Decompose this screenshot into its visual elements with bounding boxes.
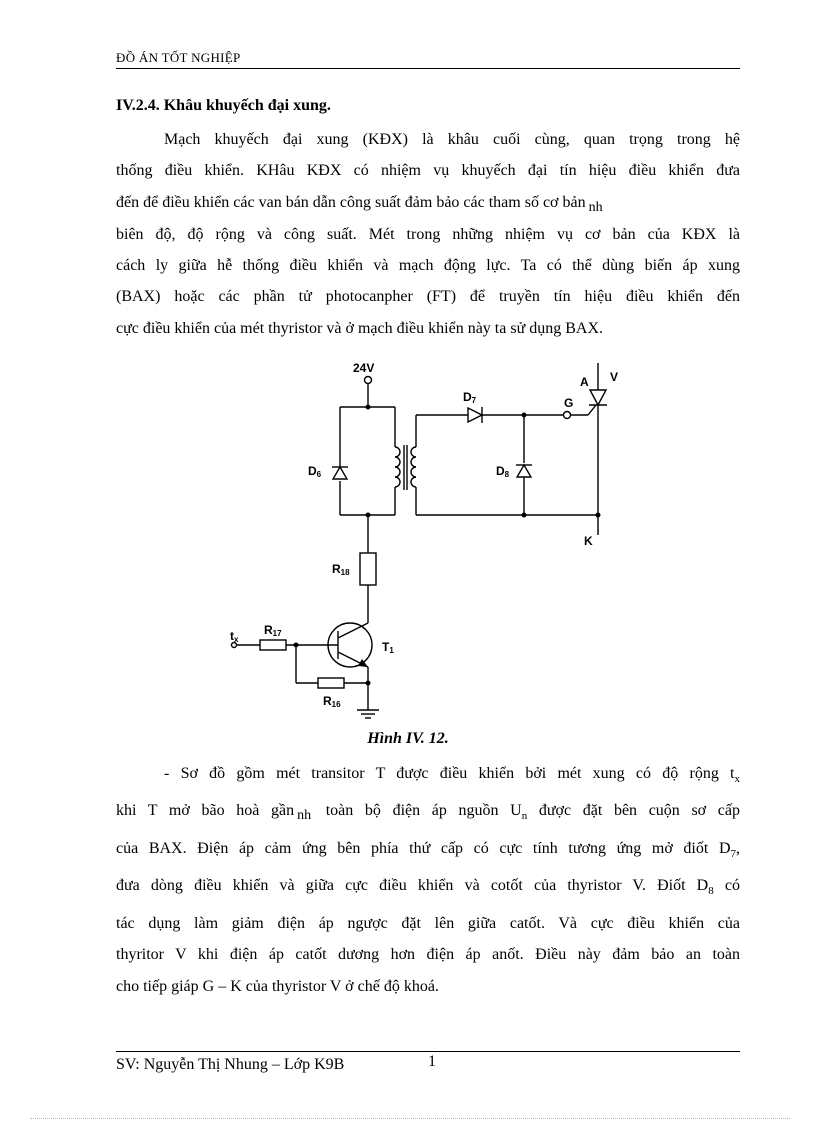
paragraph-line: cách ly giữa hễ thống điều khiển và mạch động lực. Ta có thể dùng biến áp xung: [116, 257, 740, 275]
line-text: - Sơ đồ gồm mét transitor T được điều khiển bởi mét xung có độ rộng t: [164, 765, 735, 782]
header-title: ĐỒ ÁN TỐT NGHIỆP: [116, 50, 241, 65]
paragraph-line: cực điều khiển của mét thyristor và ở mạch điều khiển này ta sử dụng BAX.: [116, 319, 604, 337]
label-t1: T1: [382, 640, 394, 655]
line-text: của BAX. Điện áp cảm ứng bên phía thứ cấp có cực tính tương ứng mở điốt D: [116, 839, 731, 857]
diode-d7: [468, 407, 482, 423]
secondary-winding: [411, 447, 416, 487]
label-anode: A: [580, 375, 589, 389]
primary-winding: [395, 447, 400, 487]
paragraph-line: cho tiếp giáp G – K của thyristor V ở chế độ khoá.: [116, 977, 439, 995]
nh-mark: nh: [297, 808, 312, 824]
paragraph-line: [116, 187, 740, 219]
paragraph-line: Mạch khuyếch đại xung (KĐX) là khâu cuối cùng, quan trọng trong hệ: [164, 131, 740, 148]
line-text: có: [713, 877, 740, 895]
paragraph-line: [116, 758, 740, 795]
footer-author: SV: Nguyễn Thị Nhung – Lớp K9B: [116, 1056, 345, 1073]
label-cathode: K: [584, 534, 593, 548]
line-text: toàn bộ điện áp nguồn U: [314, 802, 522, 820]
resistor-r16: [318, 678, 344, 688]
label-d6: D6: [308, 464, 322, 479]
page-number: 1: [428, 1053, 436, 1070]
line-text: đưa dòng điều khiển và giữa cực điều khiển và cotốt của thyristor V. Điốt D: [116, 877, 709, 895]
subscript: x: [734, 773, 740, 786]
paragraph-line: (BAX) hoặc các phần tử photocanpher (FT) để truyền tín hiệu điều khiển đến: [116, 288, 740, 306]
header-rule: [116, 68, 740, 69]
circuit-diagram: [220, 355, 640, 725]
paragraph-2: [116, 758, 740, 1002]
subscript: n: [521, 810, 528, 823]
label-r17: R17: [264, 623, 282, 638]
line-text: ,: [736, 839, 740, 857]
diode-d8: [516, 465, 532, 477]
label-gate: G: [564, 396, 574, 410]
paragraph-line: thyritor V khi điện áp catốt dương hơn điện áp anốt. Điều này đảm bảo an toàn: [116, 946, 740, 964]
resistor-r17: [260, 640, 286, 650]
label-r16: R16: [323, 694, 341, 709]
diode-d6: [332, 457, 348, 479]
label-24v: 24V: [353, 361, 375, 375]
paragraph-line: tác dụng làm giảm điện áp ngược đặt lên giữa catốt. Và cực điều khiển của: [116, 914, 740, 932]
label-r18: R18: [332, 562, 350, 577]
label-thyristor-v: V: [610, 370, 619, 384]
line-text: đến để điều khiển các van bán dẫn công suất đảm bảo các tham số cơ bản: [116, 193, 586, 211]
subscript: 8: [708, 885, 714, 898]
footer-rule: [116, 1051, 740, 1052]
line-text: khi T mở bão hoà gần: [116, 802, 295, 820]
section-title: IV.2.4. Khâu khuyếch đại xung.: [116, 97, 331, 114]
supply-terminal: [365, 377, 372, 384]
paragraph-1: [116, 124, 740, 344]
label-tx: tx: [230, 629, 239, 644]
subscript: 7: [730, 848, 736, 861]
paragraph-line: thống điều khiển. KHâu KĐX có nhiệm vụ khuyếch đại tín hiệu điều khiển đưa: [116, 162, 740, 180]
label-d7: D7: [463, 390, 477, 405]
paragraph-line: [116, 870, 740, 907]
resistor-r18: [360, 553, 376, 585]
paragraph-line: [116, 833, 740, 870]
line-text: được đặt bên cuộn sơ cấp: [527, 802, 740, 820]
nh-mark: nh: [588, 199, 603, 215]
page-edge: [30, 1118, 790, 1119]
figure-caption: Hình IV. 12.: [367, 730, 449, 747]
paragraph-line: [116, 795, 740, 832]
paragraph-line: biên độ, độ rộng và công suất. Mét trong những nhiệm vụ cơ bản của KĐX là: [116, 225, 740, 243]
label-d8: D8: [496, 464, 510, 479]
gate-terminal: [564, 412, 571, 419]
